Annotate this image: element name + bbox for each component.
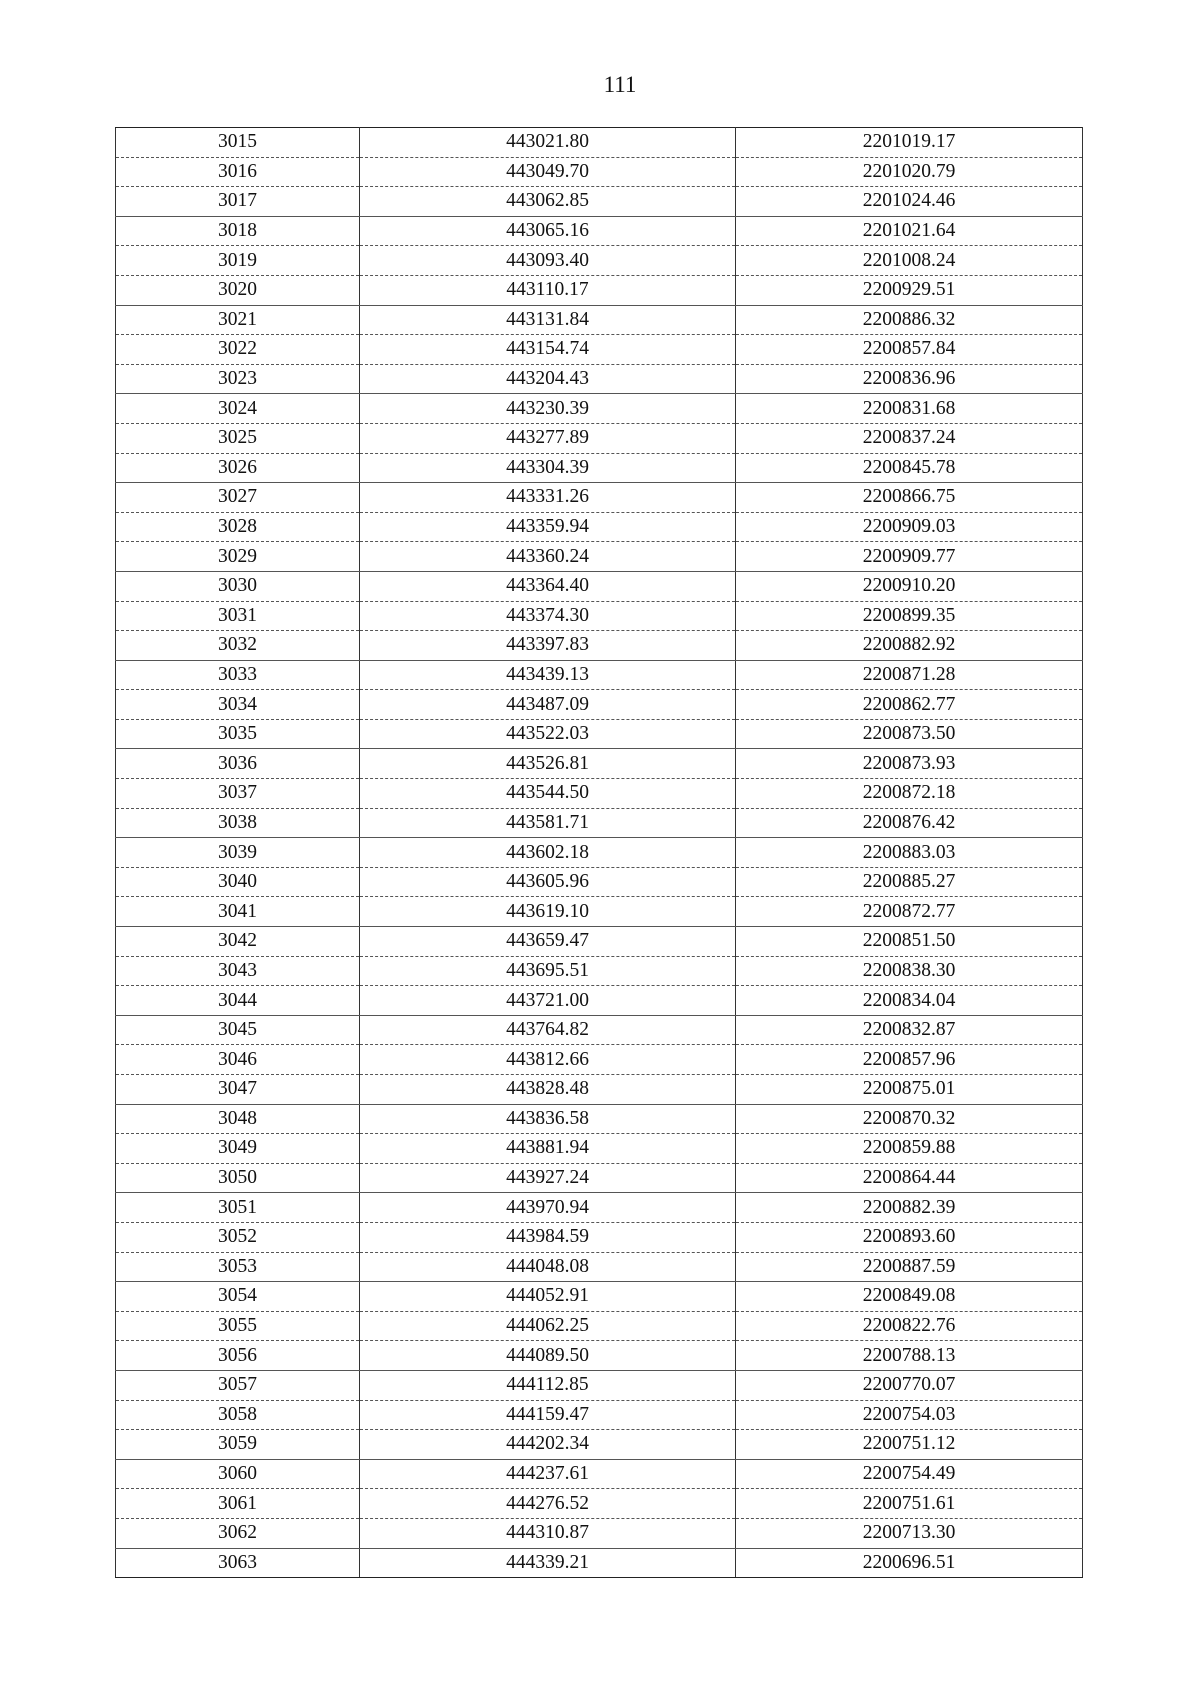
point-number-cell: 3051 xyxy=(116,1193,360,1223)
x-coordinate-cell: 443397.83 xyxy=(360,631,736,661)
table-row xyxy=(116,335,1083,365)
point-number-cell: 3046 xyxy=(116,1045,360,1075)
point-number-cell: 3055 xyxy=(116,1311,360,1341)
point-number-cell: 3060 xyxy=(116,1459,360,1489)
table-row xyxy=(116,305,1083,335)
y-coordinate-cell: 2200832.87 xyxy=(736,1015,1083,1045)
table-row xyxy=(116,1163,1083,1193)
y-coordinate-cell: 2200910.20 xyxy=(736,571,1083,601)
table-row xyxy=(116,1075,1083,1105)
table-row xyxy=(116,897,1083,927)
y-coordinate-cell: 2200870.32 xyxy=(736,1104,1083,1134)
coordinates-table-body xyxy=(116,128,1083,1578)
point-number-cell: 3037 xyxy=(116,779,360,809)
x-coordinate-cell: 443110.17 xyxy=(360,275,736,305)
point-number-cell: 3032 xyxy=(116,631,360,661)
table-row xyxy=(116,128,1083,158)
point-number-cell: 3047 xyxy=(116,1075,360,1105)
y-coordinate-cell: 2200696.51 xyxy=(736,1548,1083,1578)
y-coordinate-cell: 2200882.39 xyxy=(736,1193,1083,1223)
y-coordinate-cell: 2200857.84 xyxy=(736,335,1083,365)
point-number-cell: 3048 xyxy=(116,1104,360,1134)
point-number-cell: 3053 xyxy=(116,1252,360,1282)
y-coordinate-cell: 2200909.03 xyxy=(736,512,1083,542)
point-number-cell: 3022 xyxy=(116,335,360,365)
table-row xyxy=(116,690,1083,720)
table-row xyxy=(116,483,1083,513)
x-coordinate-cell: 443721.00 xyxy=(360,986,736,1016)
y-coordinate-cell: 2200751.61 xyxy=(736,1489,1083,1519)
x-coordinate-cell: 443093.40 xyxy=(360,246,736,276)
x-coordinate-cell: 443828.48 xyxy=(360,1075,736,1105)
table-row xyxy=(116,187,1083,217)
y-coordinate-cell: 2200887.59 xyxy=(736,1252,1083,1282)
x-coordinate-cell: 443230.39 xyxy=(360,394,736,424)
y-coordinate-cell: 2200834.04 xyxy=(736,986,1083,1016)
x-coordinate-cell: 444237.61 xyxy=(360,1459,736,1489)
x-coordinate-cell: 444089.50 xyxy=(360,1341,736,1371)
table-row xyxy=(116,542,1083,572)
x-coordinate-cell: 443984.59 xyxy=(360,1222,736,1252)
point-number-cell: 3034 xyxy=(116,690,360,720)
y-coordinate-cell: 2200871.28 xyxy=(736,660,1083,690)
x-coordinate-cell: 443359.94 xyxy=(360,512,736,542)
table-row xyxy=(116,808,1083,838)
x-coordinate-cell: 443374.30 xyxy=(360,601,736,631)
x-coordinate-cell: 443526.81 xyxy=(360,749,736,779)
point-number-cell: 3028 xyxy=(116,512,360,542)
table-row xyxy=(116,1459,1083,1489)
y-coordinate-cell: 2200899.35 xyxy=(736,601,1083,631)
y-coordinate-cell: 2200866.75 xyxy=(736,483,1083,513)
point-number-cell: 3038 xyxy=(116,808,360,838)
table-row xyxy=(116,1400,1083,1430)
x-coordinate-cell: 444052.91 xyxy=(360,1282,736,1312)
table-row xyxy=(116,927,1083,957)
point-number-cell: 3059 xyxy=(116,1430,360,1460)
x-coordinate-cell: 443021.80 xyxy=(360,128,736,158)
point-number-cell: 3052 xyxy=(116,1222,360,1252)
y-coordinate-cell: 2200836.96 xyxy=(736,364,1083,394)
x-coordinate-cell: 443581.71 xyxy=(360,808,736,838)
table-row xyxy=(116,1548,1083,1578)
x-coordinate-cell: 443364.40 xyxy=(360,571,736,601)
y-coordinate-cell: 2200886.32 xyxy=(736,305,1083,335)
table-row xyxy=(116,1045,1083,1075)
point-number-cell: 3029 xyxy=(116,542,360,572)
y-coordinate-cell: 2200872.18 xyxy=(736,779,1083,809)
table-row xyxy=(116,1222,1083,1252)
point-number-cell: 3021 xyxy=(116,305,360,335)
x-coordinate-cell: 443812.66 xyxy=(360,1045,736,1075)
table-row xyxy=(116,1370,1083,1400)
point-number-cell: 3057 xyxy=(116,1370,360,1400)
page-number: 111 xyxy=(603,72,637,97)
table-row xyxy=(116,1252,1083,1282)
x-coordinate-cell: 443619.10 xyxy=(360,897,736,927)
x-coordinate-cell: 443439.13 xyxy=(360,660,736,690)
x-coordinate-cell: 443487.09 xyxy=(360,690,736,720)
table-row xyxy=(116,512,1083,542)
point-number-cell: 3015 xyxy=(116,128,360,158)
x-coordinate-cell: 444159.47 xyxy=(360,1400,736,1430)
point-number-cell: 3040 xyxy=(116,867,360,897)
table-row xyxy=(116,246,1083,276)
table-row xyxy=(116,1015,1083,1045)
table-row xyxy=(116,571,1083,601)
x-coordinate-cell: 443695.51 xyxy=(360,956,736,986)
x-coordinate-cell: 443544.50 xyxy=(360,779,736,809)
y-coordinate-cell: 2200876.42 xyxy=(736,808,1083,838)
point-number-cell: 3061 xyxy=(116,1489,360,1519)
point-number-cell: 3045 xyxy=(116,1015,360,1045)
table-row xyxy=(116,601,1083,631)
point-number-cell: 3030 xyxy=(116,571,360,601)
y-coordinate-cell: 2200713.30 xyxy=(736,1518,1083,1548)
x-coordinate-cell: 443049.70 xyxy=(360,157,736,187)
x-coordinate-cell: 443764.82 xyxy=(360,1015,736,1045)
table-row xyxy=(116,956,1083,986)
y-coordinate-cell: 2200849.08 xyxy=(736,1282,1083,1312)
x-coordinate-cell: 443659.47 xyxy=(360,927,736,957)
coordinates-table xyxy=(115,127,1083,1578)
point-number-cell: 3050 xyxy=(116,1163,360,1193)
table-row xyxy=(116,1489,1083,1519)
x-coordinate-cell: 443304.39 xyxy=(360,453,736,483)
table-row xyxy=(116,1341,1083,1371)
x-coordinate-cell: 444112.85 xyxy=(360,1370,736,1400)
x-coordinate-cell: 443602.18 xyxy=(360,838,736,868)
point-number-cell: 3017 xyxy=(116,187,360,217)
table-row xyxy=(116,631,1083,661)
point-number-cell: 3023 xyxy=(116,364,360,394)
x-coordinate-cell: 443605.96 xyxy=(360,867,736,897)
x-coordinate-cell: 443065.16 xyxy=(360,216,736,246)
y-coordinate-cell: 2200851.50 xyxy=(736,927,1083,957)
table-row xyxy=(116,453,1083,483)
y-coordinate-cell: 2200875.01 xyxy=(736,1075,1083,1105)
y-coordinate-cell: 2200929.51 xyxy=(736,275,1083,305)
table-row xyxy=(116,1282,1083,1312)
table-row xyxy=(116,394,1083,424)
point-number-cell: 3019 xyxy=(116,246,360,276)
y-coordinate-cell: 2201008.24 xyxy=(736,246,1083,276)
x-coordinate-cell: 443836.58 xyxy=(360,1104,736,1134)
table-row xyxy=(116,1134,1083,1164)
x-coordinate-cell: 443522.03 xyxy=(360,719,736,749)
table-row xyxy=(116,749,1083,779)
table-row xyxy=(116,364,1083,394)
x-coordinate-cell: 444062.25 xyxy=(360,1311,736,1341)
x-coordinate-cell: 443970.94 xyxy=(360,1193,736,1223)
point-number-cell: 3035 xyxy=(116,719,360,749)
point-number-cell: 3062 xyxy=(116,1518,360,1548)
y-coordinate-cell: 2200754.03 xyxy=(736,1400,1083,1430)
point-number-cell: 3025 xyxy=(116,423,360,453)
table-row xyxy=(116,986,1083,1016)
y-coordinate-cell: 2200788.13 xyxy=(736,1341,1083,1371)
y-coordinate-cell: 2200872.77 xyxy=(736,897,1083,927)
point-number-cell: 3058 xyxy=(116,1400,360,1430)
table-row xyxy=(116,867,1083,897)
y-coordinate-cell: 2200838.30 xyxy=(736,956,1083,986)
point-number-cell: 3018 xyxy=(116,216,360,246)
y-coordinate-cell: 2200883.03 xyxy=(736,838,1083,868)
y-coordinate-cell: 2200885.27 xyxy=(736,867,1083,897)
table-row xyxy=(116,1518,1083,1548)
x-coordinate-cell: 443277.89 xyxy=(360,423,736,453)
point-number-cell: 3033 xyxy=(116,660,360,690)
y-coordinate-cell: 2200831.68 xyxy=(736,394,1083,424)
y-coordinate-cell: 2200882.92 xyxy=(736,631,1083,661)
y-coordinate-cell: 2200857.96 xyxy=(736,1045,1083,1075)
y-coordinate-cell: 2200909.77 xyxy=(736,542,1083,572)
x-coordinate-cell: 444310.87 xyxy=(360,1518,736,1548)
y-coordinate-cell: 2200822.76 xyxy=(736,1311,1083,1341)
y-coordinate-cell: 2201020.79 xyxy=(736,157,1083,187)
y-coordinate-cell: 2201024.46 xyxy=(736,187,1083,217)
point-number-cell: 3039 xyxy=(116,838,360,868)
table-row xyxy=(116,1104,1083,1134)
x-coordinate-cell: 443062.85 xyxy=(360,187,736,217)
x-coordinate-cell: 443131.84 xyxy=(360,305,736,335)
table-row xyxy=(116,1311,1083,1341)
table-row xyxy=(116,1430,1083,1460)
point-number-cell: 3020 xyxy=(116,275,360,305)
point-number-cell: 3031 xyxy=(116,601,360,631)
point-number-cell: 3054 xyxy=(116,1282,360,1312)
point-number-cell: 3027 xyxy=(116,483,360,513)
y-coordinate-cell: 2200893.60 xyxy=(736,1222,1083,1252)
table-row xyxy=(116,660,1083,690)
x-coordinate-cell: 443154.74 xyxy=(360,335,736,365)
y-coordinate-cell: 2200873.93 xyxy=(736,749,1083,779)
y-coordinate-cell: 2201019.17 xyxy=(736,128,1083,158)
x-coordinate-cell: 444202.34 xyxy=(360,1430,736,1460)
point-number-cell: 3041 xyxy=(116,897,360,927)
table-row xyxy=(116,719,1083,749)
y-coordinate-cell: 2200873.50 xyxy=(736,719,1083,749)
point-number-cell: 3016 xyxy=(116,157,360,187)
table-row xyxy=(116,1193,1083,1223)
table-row xyxy=(116,216,1083,246)
point-number-cell: 3026 xyxy=(116,453,360,483)
point-number-cell: 3042 xyxy=(116,927,360,957)
x-coordinate-cell: 443881.94 xyxy=(360,1134,736,1164)
table-row xyxy=(116,838,1083,868)
x-coordinate-cell: 444276.52 xyxy=(360,1489,736,1519)
x-coordinate-cell: 444048.08 xyxy=(360,1252,736,1282)
y-coordinate-cell: 2200862.77 xyxy=(736,690,1083,720)
point-number-cell: 3049 xyxy=(116,1134,360,1164)
point-number-cell: 3036 xyxy=(116,749,360,779)
x-coordinate-cell: 443331.26 xyxy=(360,483,736,513)
table-row xyxy=(116,779,1083,809)
x-coordinate-cell: 444339.21 xyxy=(360,1548,736,1578)
y-coordinate-cell: 2200859.88 xyxy=(736,1134,1083,1164)
y-coordinate-cell: 2200751.12 xyxy=(736,1430,1083,1460)
y-coordinate-cell: 2200770.07 xyxy=(736,1370,1083,1400)
table-row xyxy=(116,423,1083,453)
x-coordinate-cell: 443360.24 xyxy=(360,542,736,572)
y-coordinate-cell: 2200864.44 xyxy=(736,1163,1083,1193)
y-coordinate-cell: 2200837.24 xyxy=(736,423,1083,453)
y-coordinate-cell: 2200845.78 xyxy=(736,453,1083,483)
x-coordinate-cell: 443927.24 xyxy=(360,1163,736,1193)
y-coordinate-cell: 2201021.64 xyxy=(736,216,1083,246)
point-number-cell: 3043 xyxy=(116,956,360,986)
point-number-cell: 3044 xyxy=(116,986,360,1016)
table-row xyxy=(116,157,1083,187)
x-coordinate-cell: 443204.43 xyxy=(360,364,736,394)
point-number-cell: 3024 xyxy=(116,394,360,424)
y-coordinate-cell: 2200754.49 xyxy=(736,1459,1083,1489)
point-number-cell: 3063 xyxy=(116,1548,360,1578)
table-row xyxy=(116,275,1083,305)
point-number-cell: 3056 xyxy=(116,1341,360,1371)
